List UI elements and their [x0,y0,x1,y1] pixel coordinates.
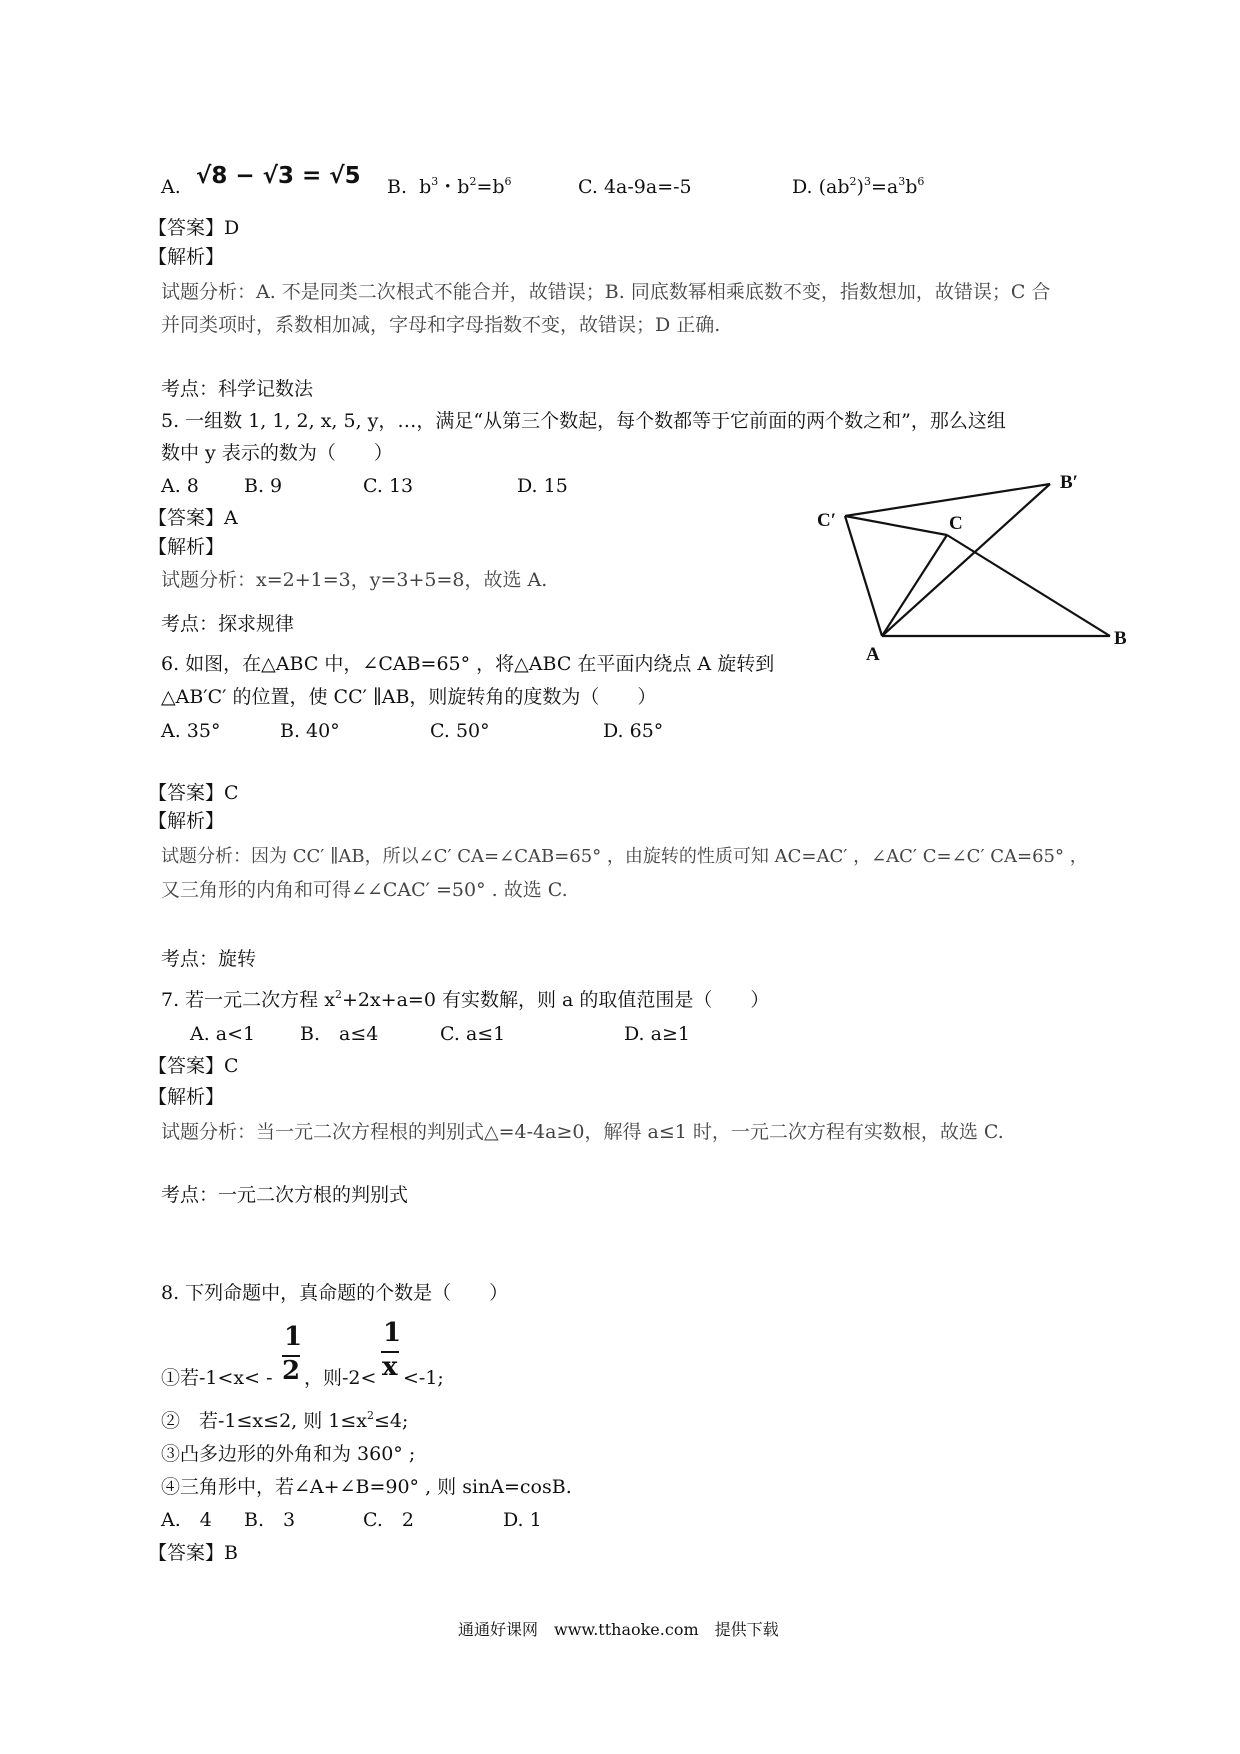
q5-stem-line-2: 数中 y 表示的数为（ ） [161,442,393,464]
q7-answer: 【答案】C [148,1055,239,1077]
q8-option-d: D. 1 [503,1509,542,1531]
q8-option-c: C. 2 [363,1509,414,1531]
q5-option-d: D. 15 [517,475,568,497]
q8-option-b: B. 3 [244,1509,296,1531]
q7-option-d: D. a≥1 [624,1023,690,1045]
q4-option-c: C. 4a-9a=-5 [578,176,692,198]
q8-item-1-fraction-2-denominator: x [382,1352,398,1382]
q7-analysis-heading: 【解析】 [148,1086,225,1108]
q5-analysis: 试题分析：x=2+1=3，y=3+5=8，故选 A. [161,569,548,591]
segment-ac-prime [845,516,882,636]
q8-item-1-fraction-2-numerator: 1 [383,1318,402,1348]
q6-analysis-line-2: 又三角形的内角和可得∠∠CAC′ =50° . 故选 C. [161,879,568,901]
q4-option-a-expression: √8 − √3 = √5 [196,163,361,189]
q5-option-b: B. 9 [244,475,283,497]
q8-option-a: A. 4 [161,1509,212,1531]
q4-option-a-label: A. [161,176,181,198]
q4-topic: 考点：科学记数法 [161,378,314,400]
q4-answer: 【答案】D [148,217,240,239]
q8-item-1-part-3: <-1; [403,1367,444,1389]
q5-option-c: C. 13 [363,475,414,497]
q7-option-a: A. a<1 [190,1023,256,1045]
q4-analysis-heading: 【解析】 [148,246,225,268]
q8-item-3: ③凸多边形的外角和为 360° ; [161,1443,416,1465]
q6-stem-line-1: 6. 如图，在△ABC 中，∠CAB=65° ，将△ABC 在平面内绕点 A 旋转到 [161,653,775,675]
q8-stem: 8. 下列命题中，真命题的个数是（ ） [161,1282,509,1304]
q7-stem: 7. 若一元二次方程 $x^2+2x+a=0$ 有实数解，则 a 的取值范围是（ ） [161,988,770,1011]
q8-item-2: ② 若-1≤x≤2, 则 $1\le x^2\le 4$; [161,1409,409,1432]
label-b: B [1114,628,1127,649]
q7-option-c: C. a≤1 [440,1023,506,1045]
q4-analysis-line-1: 试题分析：A. 不是同类二次根式不能合并，故错误；B. 同底数幂相乘底数不变，指数想加，故错误；C 合 [161,281,1051,303]
label-c-prime: C′ [817,510,837,531]
q6-option-d: D. 65° [603,720,664,742]
q4-option-b: B. $b^3$・$b^2=b^6$ [387,175,512,198]
q6-option-b: B. 40° [280,720,340,742]
q6-answer: 【答案】C [148,782,239,804]
label-c: C [949,513,963,534]
q5-topic: 考点：探求规律 [161,613,295,635]
q4-analysis-line-2: 并同类项时，系数相加减，字母和字母指数不变，故错误；D 正确. [161,314,721,336]
q8-answer: 【答案】B [148,1542,238,1564]
q5-stem-line-1: 5. 一组数 1, 1, 2, x, 5, y，…，满足“从第三个数起，每个数都等于它前面的两个数之和”，那么这组 [161,410,1006,432]
q6-stem-line-2: △AB′C′ 的位置，使 CC′ ∥AB，则旋转角的度数为（ ） [161,686,657,708]
q8-item-1-fraction-1-numerator: 1 [284,1322,303,1352]
segment-c-prime-c [845,516,947,535]
q5-answer: 【答案】A [148,507,238,529]
q6-topic: 考点：旋转 [161,948,257,970]
q6-analysis-heading: 【解析】 [148,810,225,832]
q5-option-a: A. 8 [161,475,199,497]
q4-option-d: D. $(ab^2)^3=a^3b^6$ [792,175,925,198]
page-footer: 通通好课网 www.tthaoke.com 提供下载 [458,1620,779,1639]
q8-item-1-part-2: ，则-2< [304,1367,377,1389]
q8-item-1-fraction-1-denominator: 2 [282,1356,301,1386]
q8-item-1-part-1: ①若-1<x< - [161,1367,273,1389]
q6-analysis-line-1: 试题分析：因为 CC′ ∥AB，所以∠C′ CA=∠CAB=65° ，由旋转的性质可知 AC=AC′ ，∠AC′ C=∠C′ CA=65° ， [161,846,1088,867]
q8-item-4: ④三角形中，若∠A+∠B=90° , 则 sinA=cosB. [161,1476,572,1498]
q5-analysis-heading: 【解析】 [148,536,225,558]
rotation-triangle-figure [0,0,1240,700]
label-a: A [866,644,880,665]
q7-topic: 考点：一元二次方根的判别式 [161,1184,409,1206]
q7-analysis: 试题分析：当一元二次方程根的判别式△=4-4a≥0，解得 a≤1 时，一元二次方程有实数根，故选 C. [161,1121,1004,1143]
segment-cb [947,535,1110,636]
q6-option-c: C. 50° [430,720,490,742]
label-b-prime: B′ [1060,472,1079,493]
q6-option-a: A. 35° [161,720,221,742]
q7-option-b: B. a≤4 [300,1023,379,1045]
